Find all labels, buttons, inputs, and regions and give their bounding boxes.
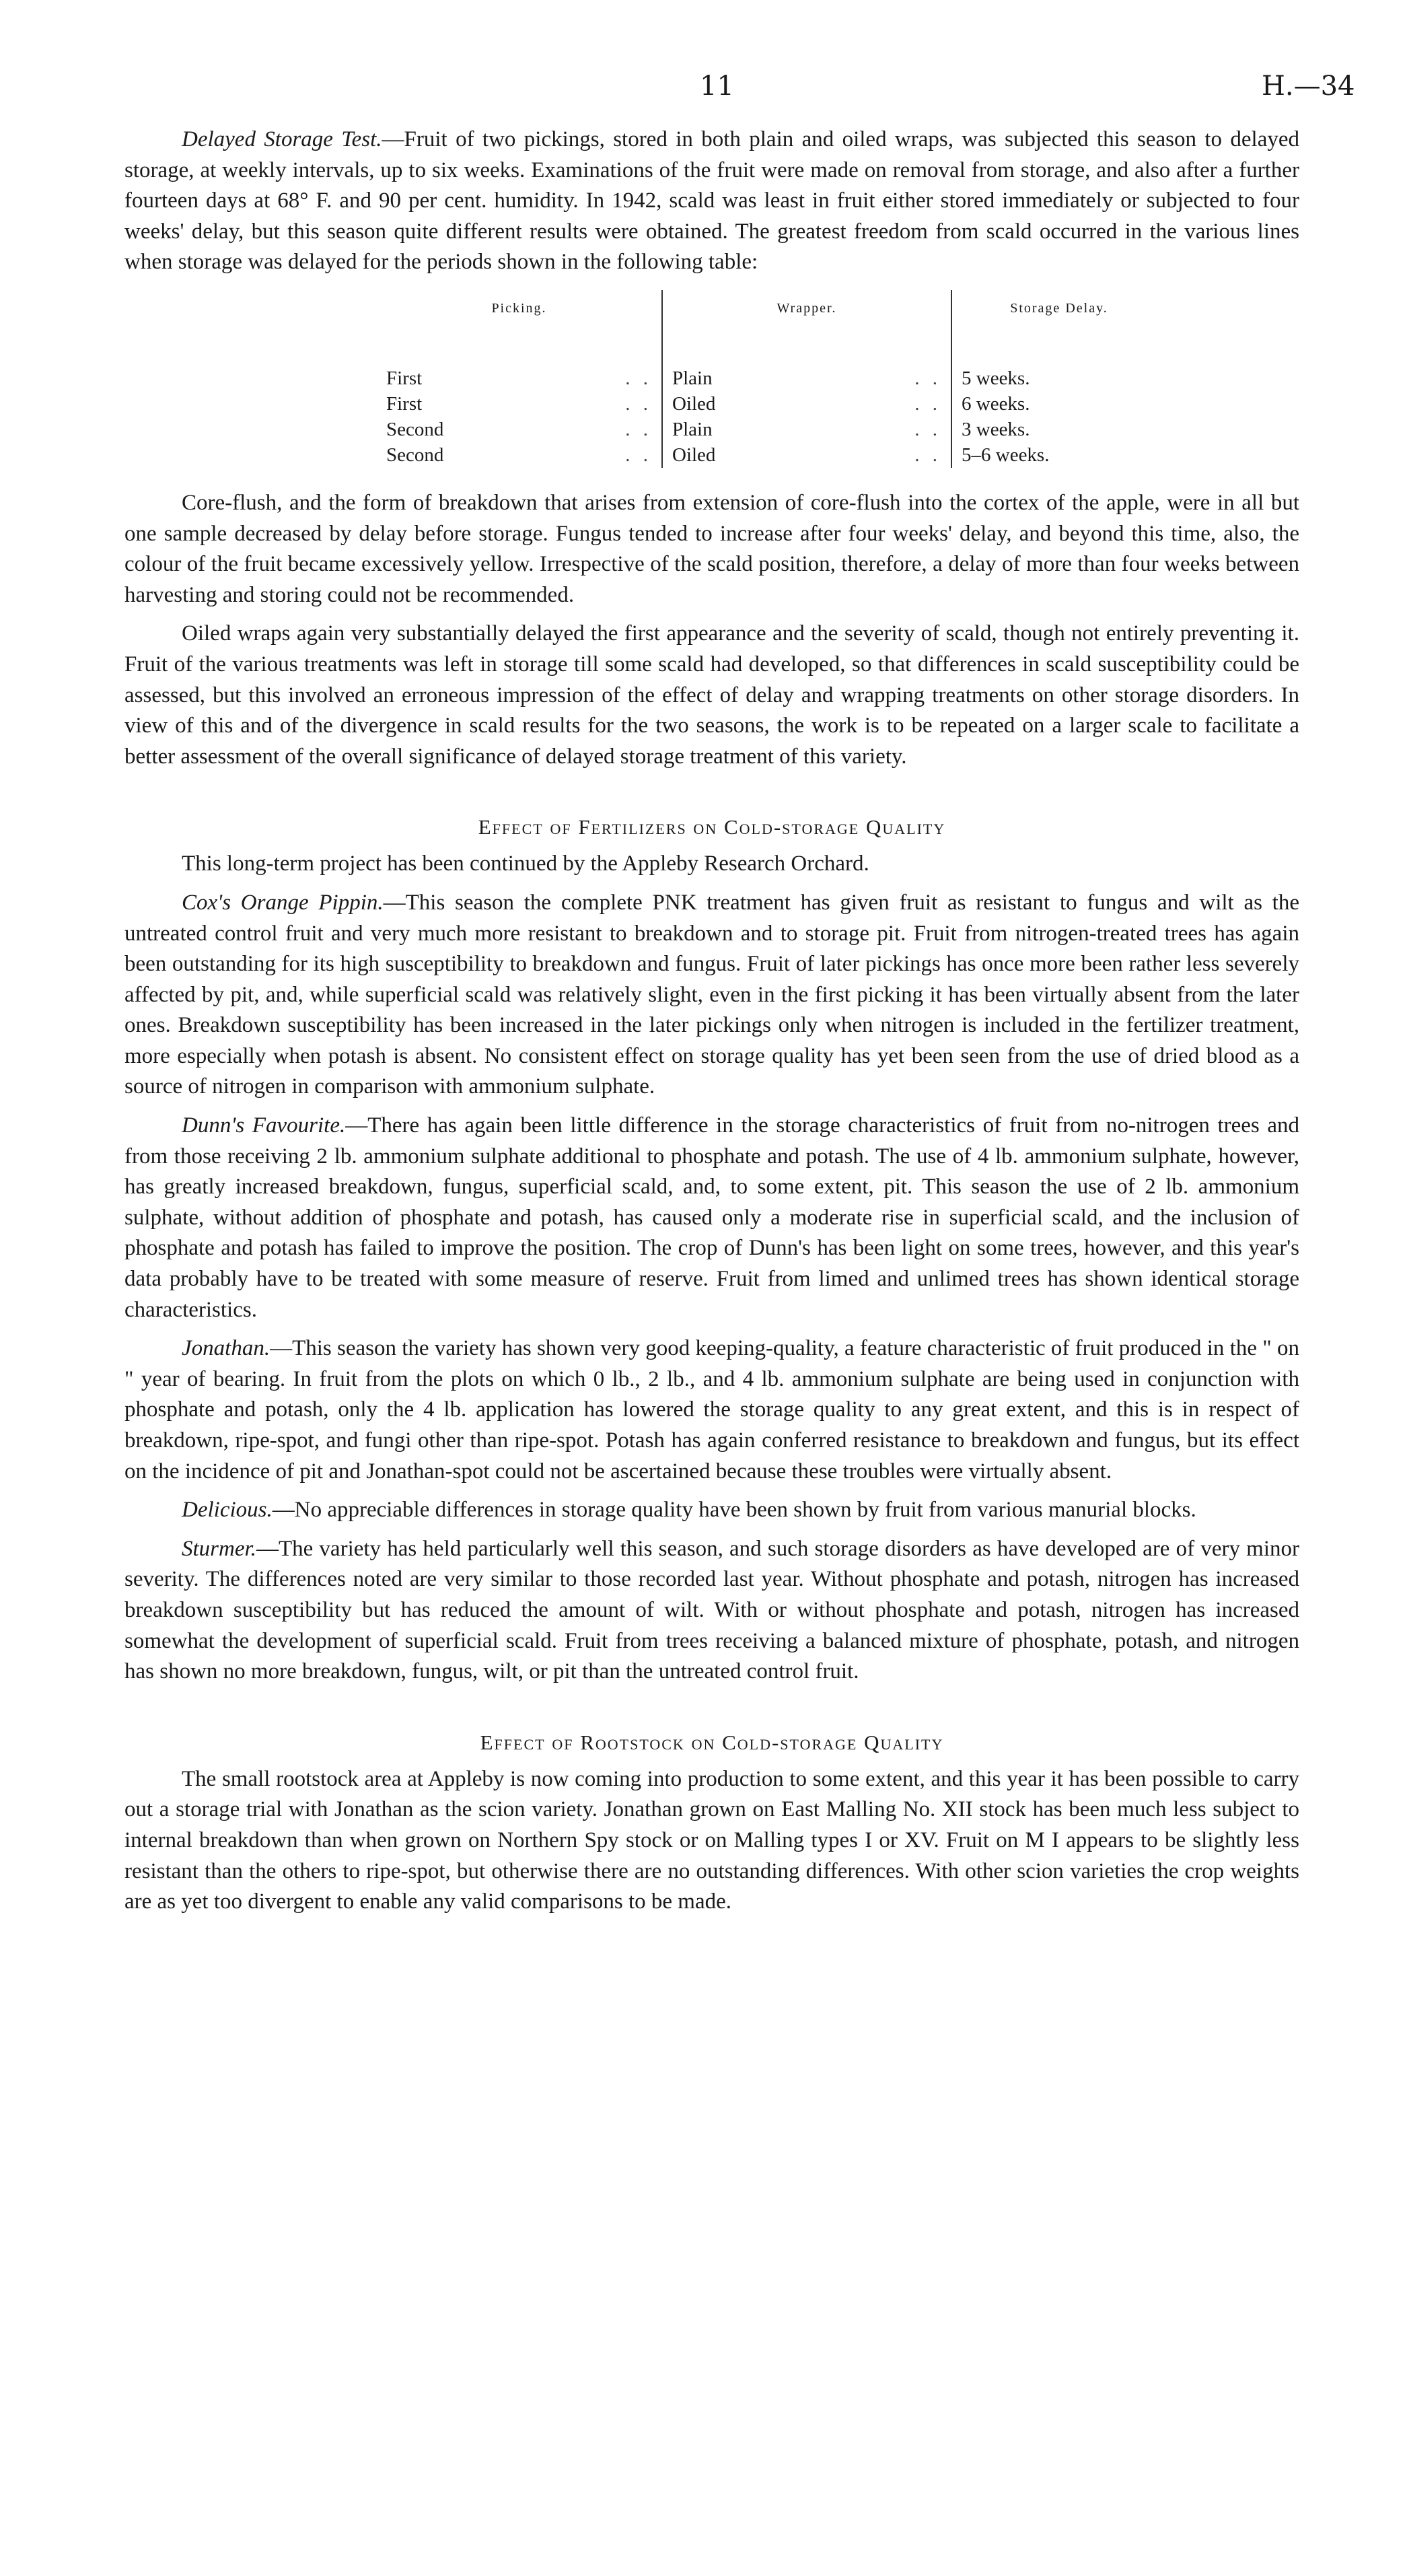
page-number: 11: [700, 71, 734, 102]
paragraph-text: —This season the complete PNK treatment has given fruit as resistant to fungus and wilt as the untreated control fruit and very much more resistant to breakdown and to storage pit. Fruit from nitrogen-treated trees has again been outstanding for its high susceptibility to breakdown and fungus. Fruit of later pickings has once more been rather less severely affected by pit, and, while superficial scald was relatively slight, even in the first picking it has been virtually absent from the later ones. Breakdown susceptibility has been increased in the later pickings only when nitrogen is included in the fertilizer treatment, more especially when potash is absent. No consistent effect on storage quality has yet been seen from the use of dried blood as a source of nitrogen in comparison with ammonium sulphate.: [124, 890, 1299, 1099]
paragraph-lead: Dunn's Favourite.: [182, 1113, 346, 1138]
paragraph-lead: Cox's Orange Pippin.: [182, 890, 384, 915]
leader-dots: . .: [914, 392, 941, 415]
table-row: [377, 442, 1166, 468]
header-picking: Picking.: [491, 301, 547, 316]
cell-wrapper: Oiled . .: [662, 442, 951, 468]
paragraph-oiled-wraps: Oiled wraps again very substantially delayed the first appearance and the severity of scald, though not entirely preventing it. Fruit of the various treatments was left in storage till some scald had developed, so that differences in scald susceptibility could be assessed, but this involved an erroneous impression of the effect of delay and wrapping treatments on other storage disorders. In view of this and of the divergence in scald results for the two seasons, the work is to be repeated on a larger scale to facilitate a better assessment of the overall significance of delayed storage treatment of this variety.: [124, 621, 1299, 769]
cell-picking: Second . .: [377, 417, 662, 442]
cell-wrapper: Plain . .: [662, 417, 951, 442]
paragraph-lead: Jonathan.: [182, 1336, 270, 1361]
cell-delay: 6 weeks.: [951, 391, 1166, 417]
storage-delay-table: [377, 290, 1166, 468]
cell-wrapper: Plain . .: [662, 328, 951, 391]
leader-dots: . .: [914, 367, 941, 389]
paragraph-project: This long-term project has been continued by the Appleby Research Orchard.: [182, 851, 869, 876]
paragraph-sturmer: [124, 1534, 1299, 1687]
paragraph-jonathan: [124, 1333, 1299, 1487]
table-header-row: [377, 290, 1166, 328]
paragraph-dunn: [124, 1111, 1299, 1325]
table-row: [377, 328, 1166, 391]
paragraph-text: —There has again been little difference in the storage characteristics of fruit from no-nitrogen trees and from those receiving 2 lb. ammonium sulphate additional to phosphate and potash. The use of 4 lb. ammonium sulphate, however, has greatly increased breakdown, fungus, superficial scald, and, to some extent, pit. This season the use of 2 lb. ammonium sulphate, without addition of phosphate and potash, has caused only a moderate rise in superficial scald, and the inclusion of phosphate and potash has failed to improve the position. The crop of Dunn's has been light on some trees, however, and this year's data probably have to be treated with some measure of reserve. Fruit from limed and unlimed trees has shown identical storage characteristics.: [124, 1113, 1300, 1322]
cell-delay: 5 weeks.: [951, 328, 1166, 391]
cell-picking: First . .: [377, 328, 662, 391]
leader-dots: . .: [625, 367, 652, 389]
document-code: H.—34: [1262, 71, 1355, 102]
paragraph-text: —This season the variety has shown very good keeping-quality, a feature characteristic of fruit produced in the " on " year of bearing. In fruit from the plots on which 0 lb., 2 lb., and 4 lb. ammonium sulphate are being used in conjunction with phosphate and potash, only the 4 lb. application has lowered the storage quality to any great extent, and this is in respect of breakdown, ripe-spot, and fungi other than ripe-spot. Potash has again conferred resistance to breakdown and fungus, but its effect on the incidence of pit and Jonathan-spot could not be ascertained because these troubles were virtually absent.: [124, 1336, 1299, 1484]
cell-delay: 5–6 weeks.: [951, 442, 1166, 468]
paragraph-text: —Fruit of two pickings, stored in both plain and oiled wraps, was subjected this season to delayed storage, at weekly intervals, up to six weeks. Examinations of the fruit were made on removal from storage, and also after a further fourteen days at 68° F. and 90 per cent. humidity. In 1942, scald was least in fruit either stored immediately or subjected to four weeks' delay, but this season quite different results were obtained. The greatest freedom from scald occurred in the various lines when storage was delayed for the periods shown in the following table:: [124, 127, 1299, 275]
paragraph-lead: Delayed Storage Test.: [182, 127, 382, 151]
paragraph-rootstock: The small rootstock area at Appleby is now coming into production to some extent, and this year it has been possible to carry out a storage trial with Jonathan as the scion variety. Jonathan grown on East Malling No. XII stock has been much less subject to internal breakdown than when grown on Northern Spy stock or on Malling types I or XV. Fruit on M I appears to be slightly less resistant than the others to ripe-spot, but otherwise there are no outstanding differences. With other scion varieties the crop weights are as yet too divergent to enable any valid comparisons to be made.: [124, 1766, 1299, 1914]
body-text: [124, 125, 1299, 1926]
paragraph-cox: [124, 888, 1299, 1103]
cell-delay: 3 weeks.: [951, 417, 1166, 442]
cell-picking: Second . .: [377, 442, 662, 468]
leader-dots: . .: [625, 392, 652, 415]
paragraph-delicious: [124, 1495, 1299, 1526]
leader-dots: . .: [625, 444, 652, 466]
section-heading-fertilizers: Effect of Fertilizers on Cold-storage Quality: [478, 815, 946, 839]
paragraph-lead: Sturmer.: [182, 1536, 256, 1561]
paragraph-text: —No appreciable differences in storage quality have been shown by fruit from various manurial blocks.: [272, 1498, 1196, 1523]
page-header: [0, 71, 1407, 111]
cell-picking: First . .: [377, 391, 662, 417]
header-storage-delay: Storage Delay.: [951, 290, 1166, 328]
table-row: [377, 391, 1166, 417]
paragraph-delayed-storage-test: [124, 125, 1299, 278]
table-row: [377, 417, 1166, 442]
leader-dots: . .: [625, 418, 652, 440]
leader-dots: . .: [914, 418, 941, 440]
paragraph-core-flush: Core-flush, and the form of breakdown that arises from extension of core-flush into the cortex of the apple, were in all but one sample decreased by delay before storage. Fungus tended to increase after four weeks' delay, and beyond this time, also, the colour of the fruit became excessively yellow. Irrespective of the scald position, therefore, a delay of more than four weeks between harvesting and storing could not be recommended.: [124, 490, 1299, 607]
header-wrapper: Wrapper.: [662, 290, 951, 328]
cell-wrapper: Oiled . .: [662, 391, 951, 417]
paragraph-text: —The variety has held particularly well this season, and such storage disorders as have developed are of very minor severity. The differences noted are very similar to those recorded last year. Without phosphate and potash, nitrogen has increased breakdown susceptibility but has reduced the amount of wilt. With or without phosphate and potash, nitrogen has increased somewhat the development of superficial scald. Fruit from trees receiving a balanced mixture of phosphate, potash, and nitrogen has shown no more breakdown, fungus, wilt, or pit than the untreated control fruit.: [124, 1536, 1299, 1684]
leader-dots: . .: [914, 444, 941, 466]
section-heading-rootstock: Effect of Rootstock on Cold-storage Quality: [480, 1730, 944, 1754]
paragraph-lead: Delicious.: [182, 1498, 273, 1523]
